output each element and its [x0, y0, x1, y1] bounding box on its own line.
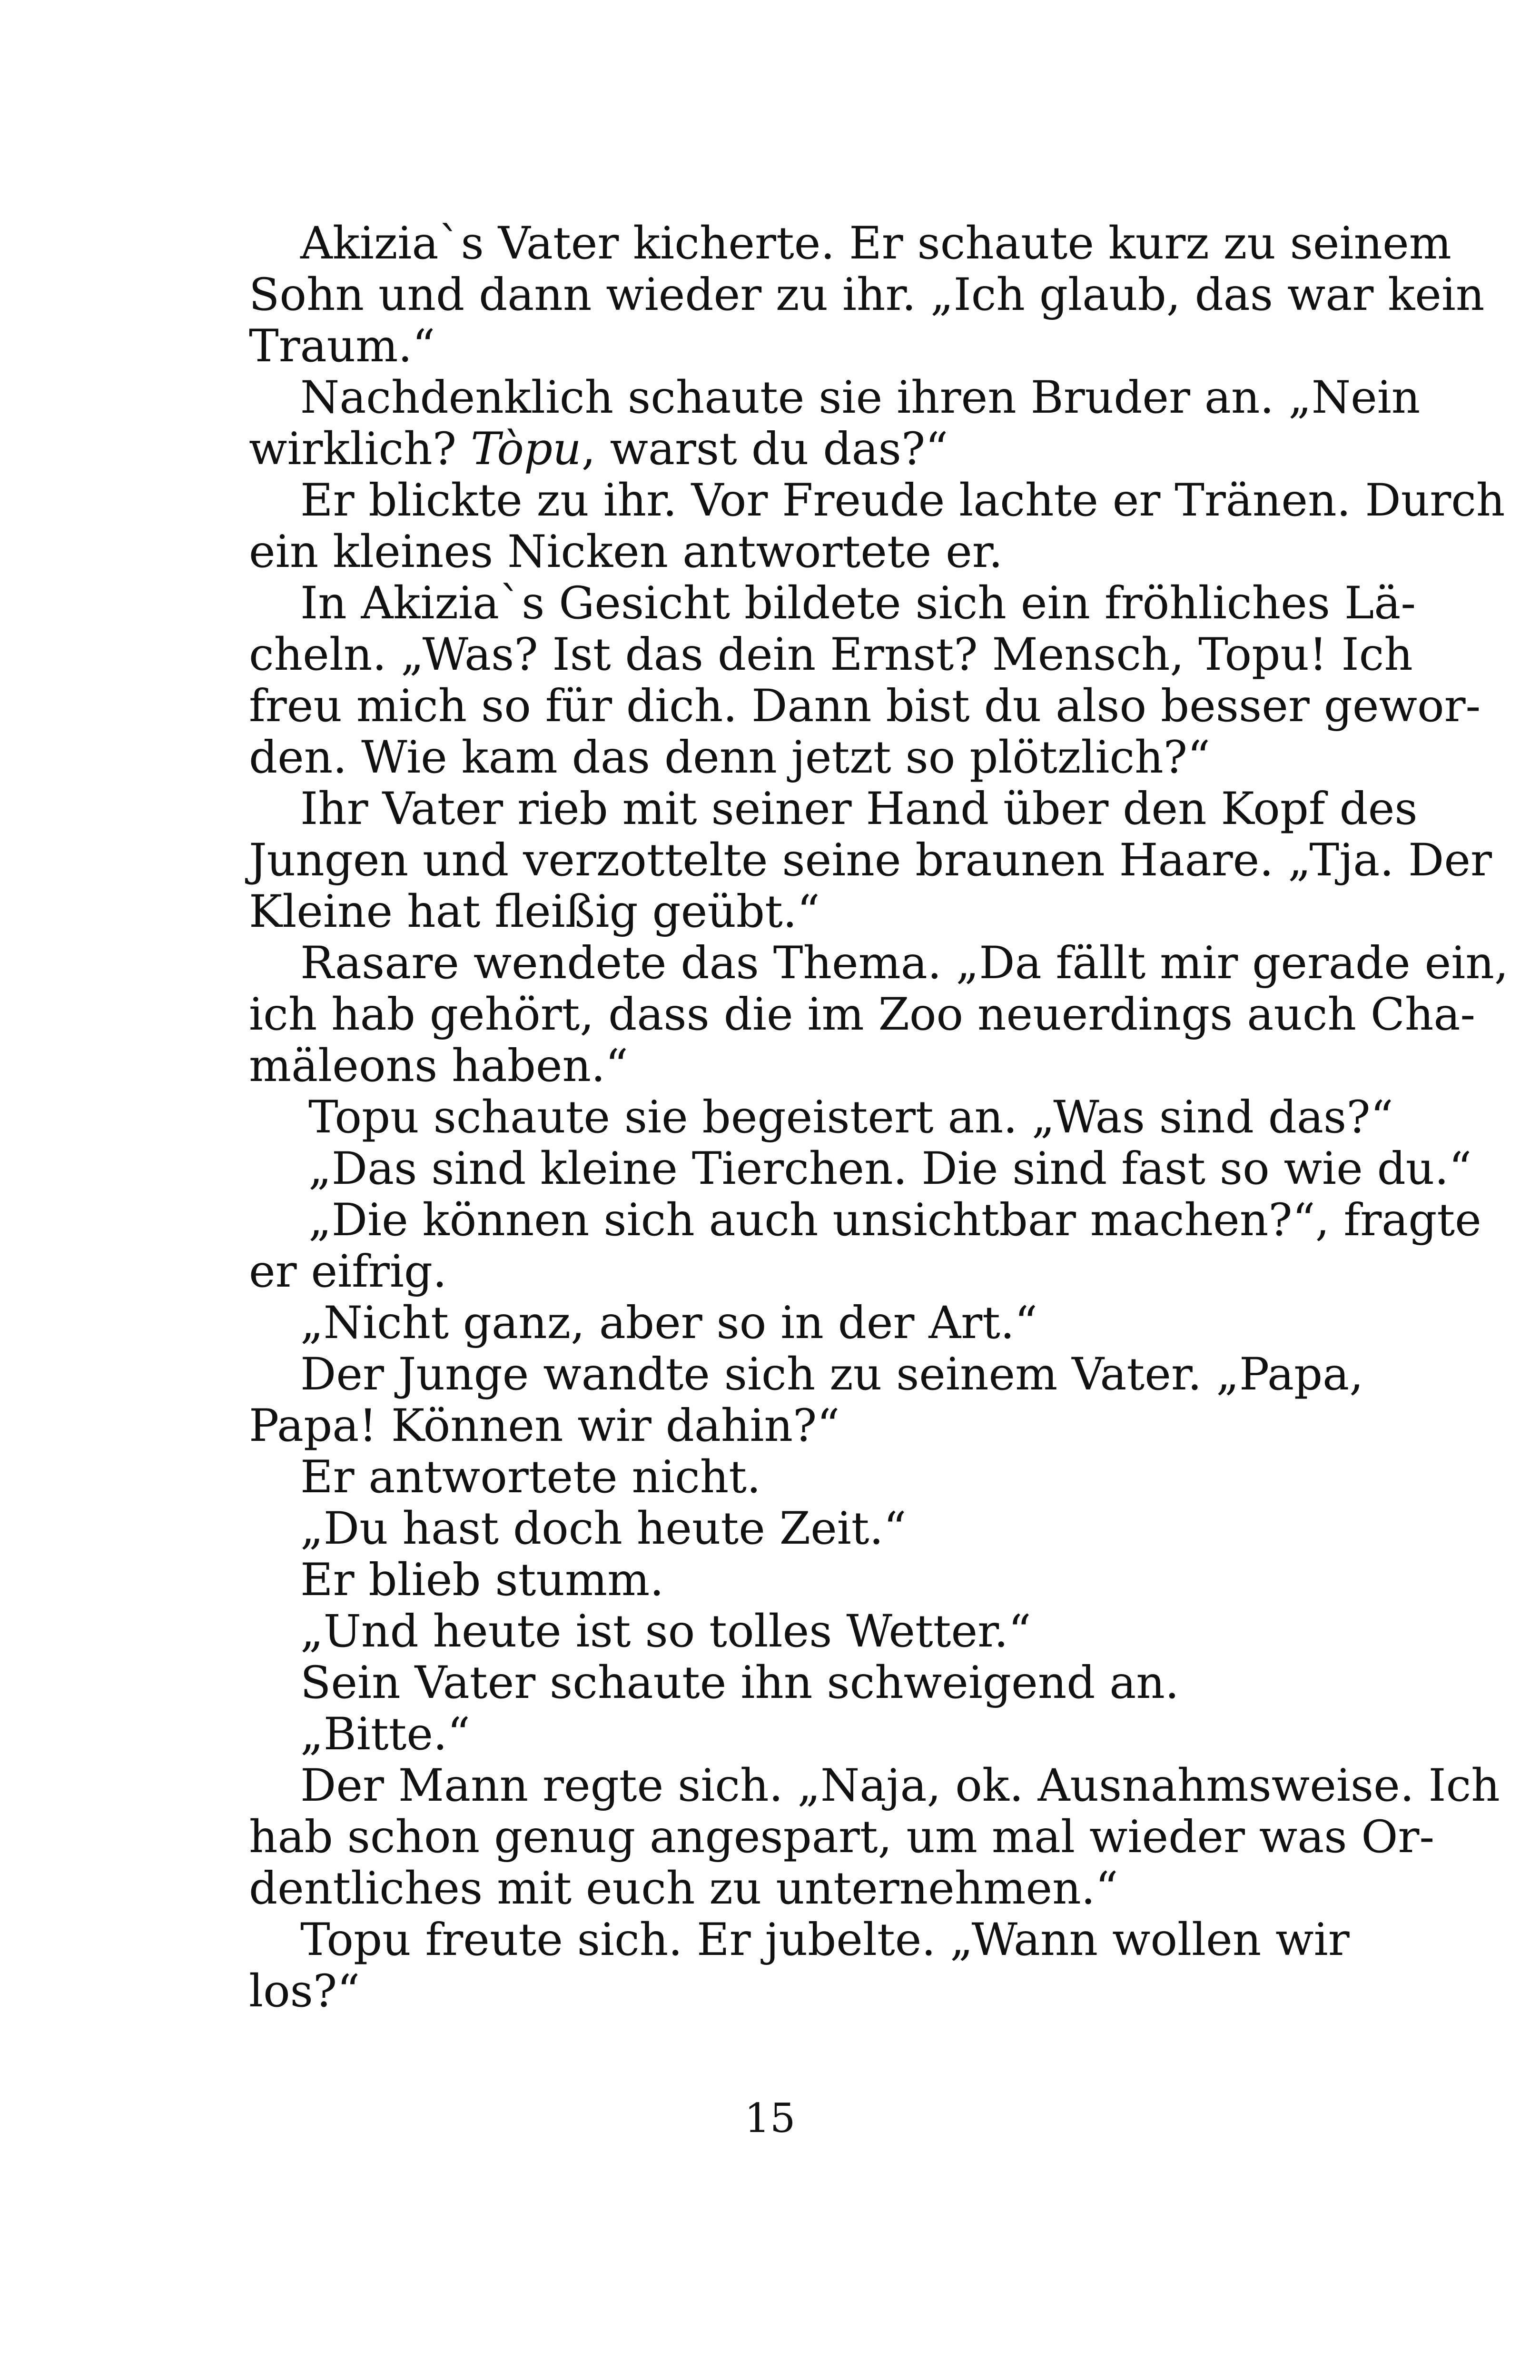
text-line: Der Mann regte sich. „Naja, ok. Ausnahmsweise. Ich [300, 1760, 1500, 1812]
text-line: ich hab gehört, dass die im Zoo neuerdings auch Cha- [249, 989, 1476, 1041]
text-line: Rasare wendete das Thema. „Da fällt mir gerade ein, [300, 937, 1509, 989]
text-line: Der Junge wandte sich zu seinem Vater. „Papa, [300, 1349, 1364, 1400]
text-line: Traum.“ [249, 320, 435, 372]
text-line: Er blickte zu ihr. Vor Freude lachte er Tränen. Durch [300, 475, 1505, 526]
text-line [249, 424, 1311, 475]
text-line: Ihr Vater rieb mit seiner Hand über den Kopf des [300, 783, 1418, 835]
text-line: Topu freute sich. Er jubelte. „Wann wollen wir [300, 1914, 1350, 1966]
text-line: cheln. „Was? Ist das dein Ernst? Mensch, Topu! Ich [249, 629, 1413, 681]
text-line: mäleons haben.“ [249, 1040, 628, 1092]
text-line: den. Wie kam das denn jetzt so plötzlich?“ [249, 732, 1211, 783]
text-line: „Die können sich auch unsichtbar machen?“, fragte [308, 1194, 1481, 1246]
text-line: dentliches mit euch zu unternehmen.“ [249, 1863, 1118, 1914]
text-line: Topu schaute sie begeistert an. „Was sind das?“ [308, 1091, 1393, 1143]
page-number: 15 [744, 2095, 796, 2142]
text-line: Sohn und dann wieder zu ihr. „Ich glaub, das war kein [249, 269, 1485, 321]
italic-name: Tòpu [471, 423, 582, 475]
text-line: hab schon genug angespart, um mal wieder was Or- [249, 1811, 1435, 1863]
text-line: los?“ [249, 1965, 360, 2017]
text-line: „Nicht ganz, aber so in der Art.“ [300, 1297, 1037, 1349]
text-line-end: , warst du das?“ [581, 423, 948, 475]
text-line: Sein Vater schaute ihn schweigend an. [300, 1657, 1179, 1709]
text-line: „Das sind kleine Tierchen. Die sind fast so wie du.“ [308, 1143, 1472, 1195]
text-line: „Du hast doch heute Zeit.“ [300, 1503, 907, 1555]
text-line: er eifrig. [249, 1246, 447, 1298]
text-line: „Und heute ist so tolles Wetter.“ [300, 1606, 1031, 1657]
text-line: Jungen und verzottelte seine braunen Haare. „Tja. Der [249, 834, 1492, 886]
text-line: Er blieb stumm. [300, 1554, 664, 1606]
text-line-start: wirklich? [249, 423, 471, 475]
text-line: In Akizia`s Gesicht bildete sich ein fröhliches Lä- [300, 577, 1416, 629]
text-line: ein kleines Nicken antwortete er. [249, 526, 1003, 578]
text-line: Er antwortete nicht. [300, 1451, 761, 1503]
text-line: Akizia`s Vater kicherte. Er schaute kurz zu seinem [300, 218, 1451, 269]
text-line: freu mich so für dich. Dann bist du also besser gewor- [249, 680, 1481, 732]
text-line: Nachdenklich schaute sie ihren Bruder an. „Nein [300, 372, 1421, 424]
text-line: Papa! Können wir dahin?“ [249, 1400, 840, 1452]
text-line: Kleine hat fleißig geübt.“ [249, 886, 820, 938]
text-line: „Bitte.“ [300, 1708, 470, 1760]
body-text [249, 218, 1509, 2017]
